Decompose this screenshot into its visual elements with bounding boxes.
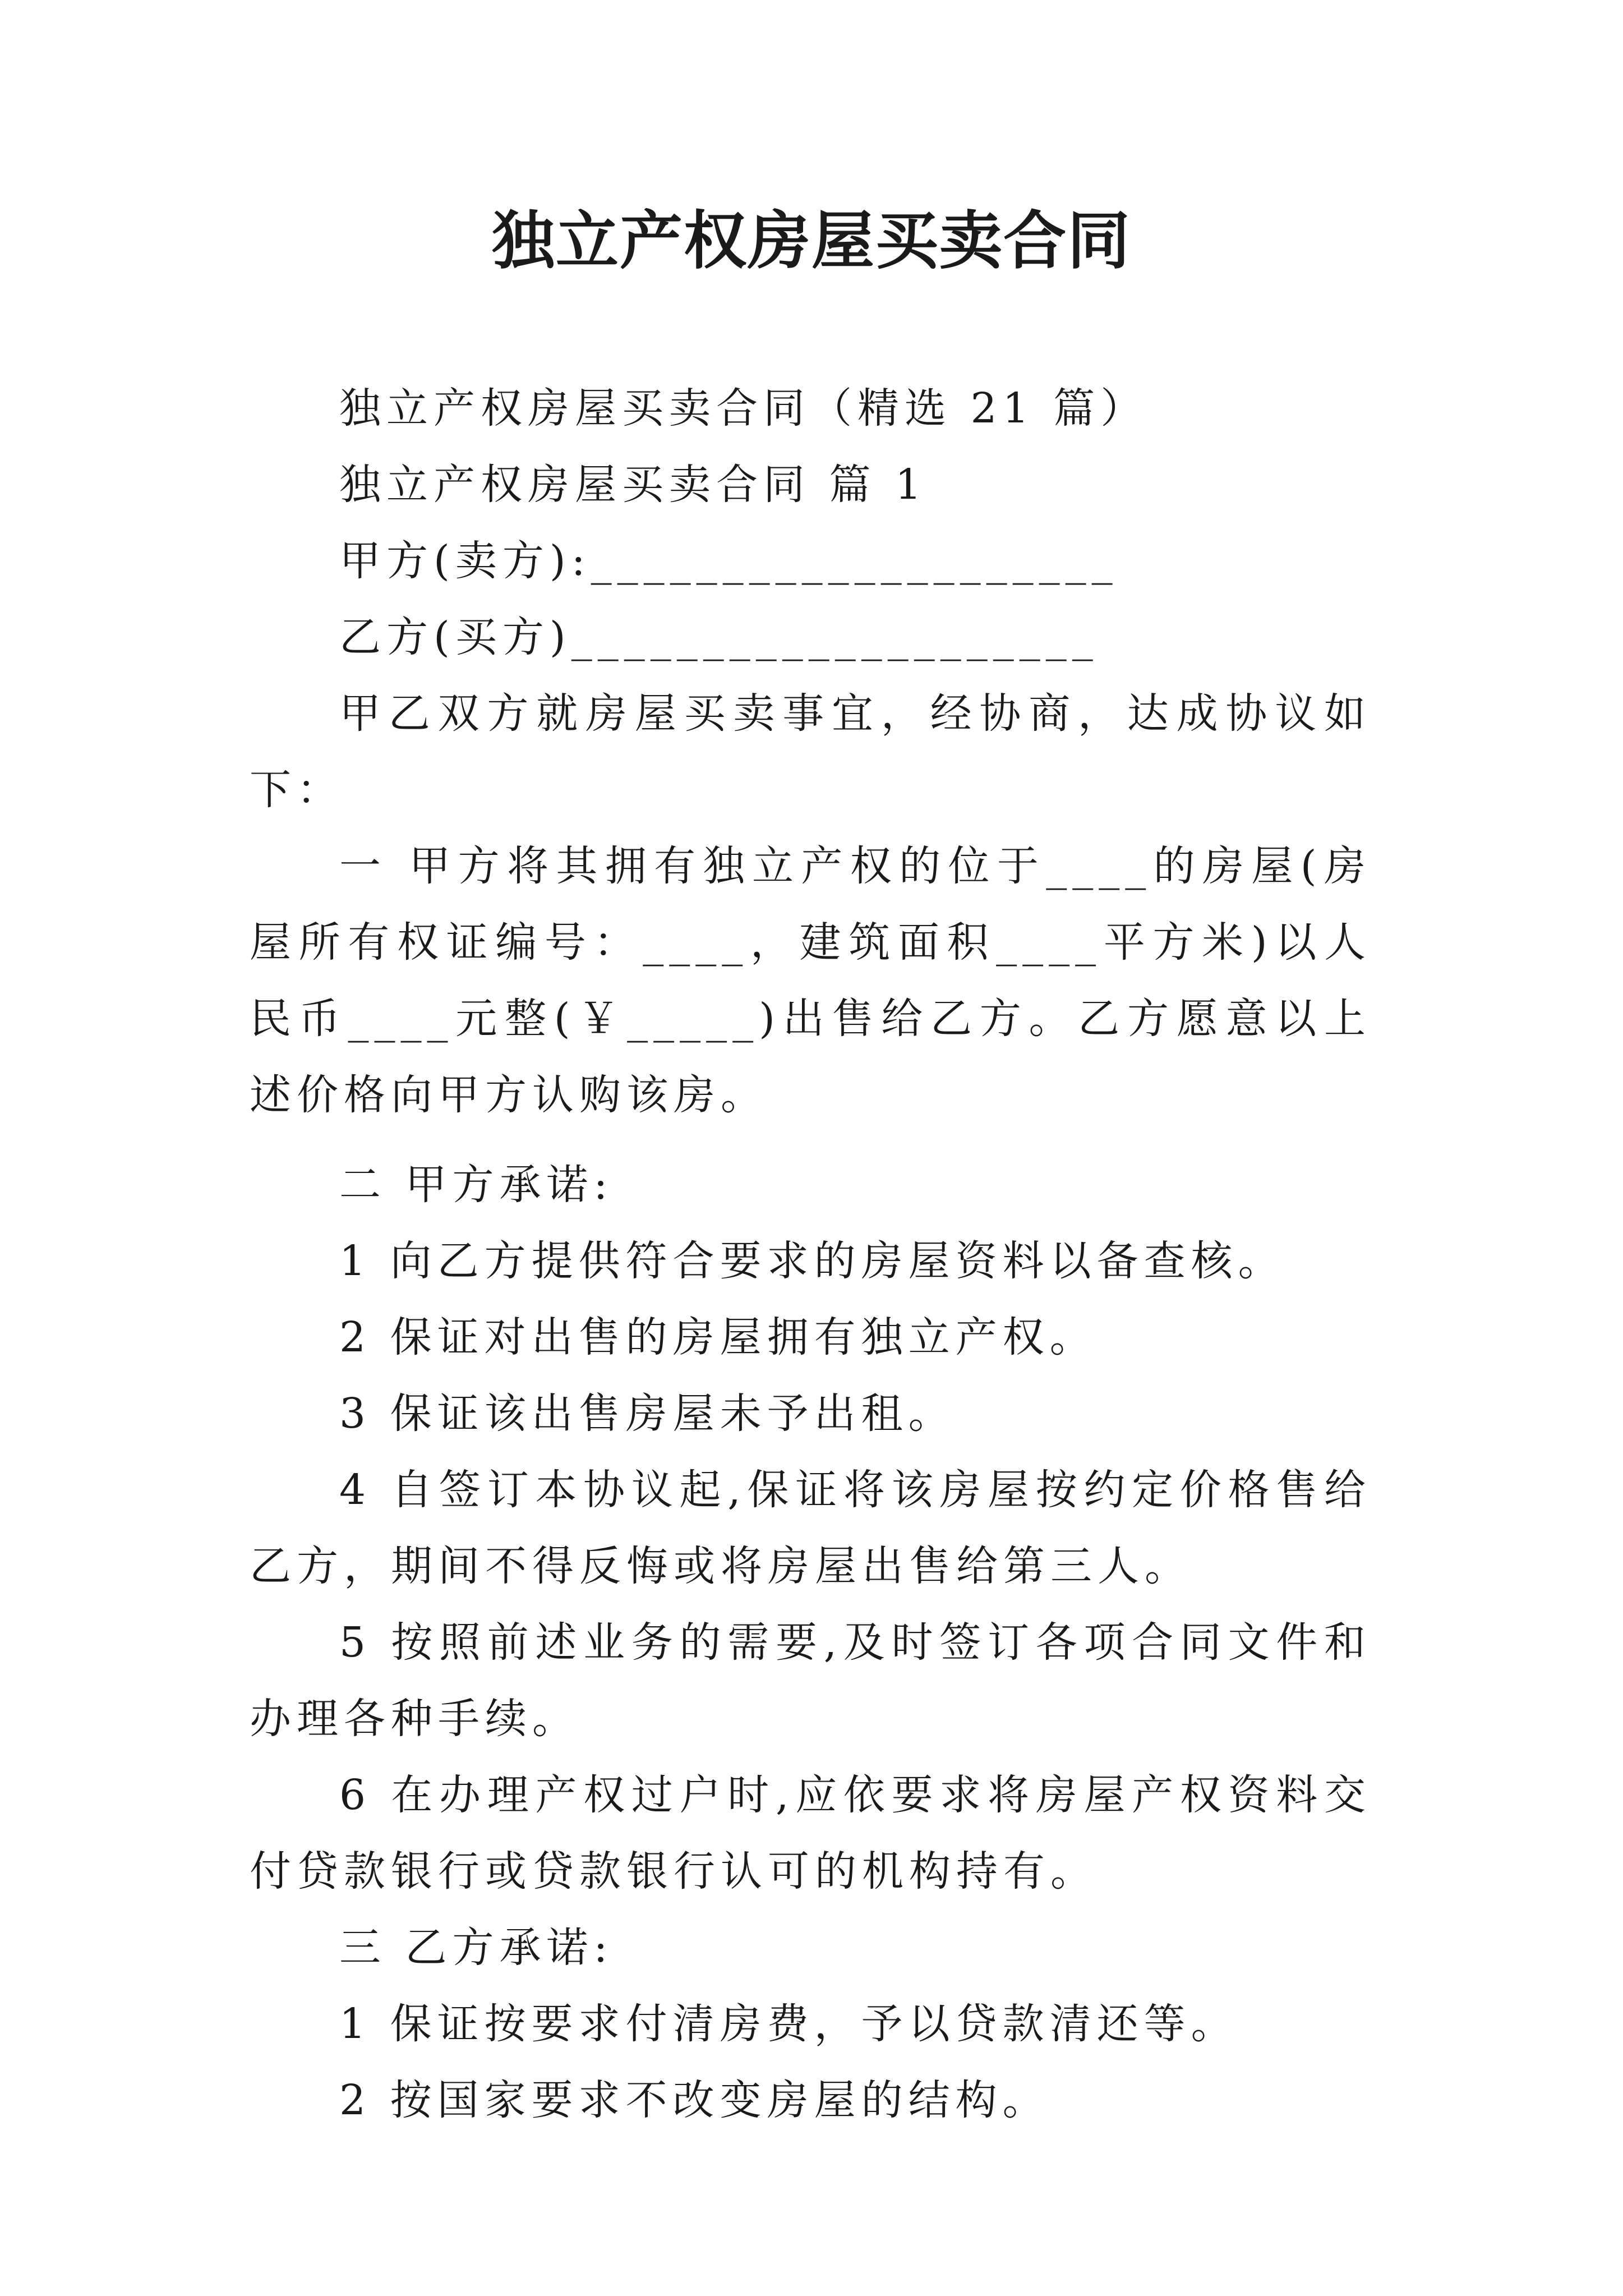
paragraph-clause-2-item-4: 4 自签订本协议起,保证将该房屋按约定价格售给乙方，期间不得反悔或将房屋出售给第三人。 xyxy=(250,1466,1371,1590)
paragraph-clause-1: 一 甲方将其拥有独立产权的位于____的房屋(房屋所有权证编号：____，建筑面积____平方米)以人民币____元整(￥_____)出售给乙方。乙方愿意以上述价格向甲方认购该房。 xyxy=(250,842,1371,1119)
document-body xyxy=(250,370,1371,2138)
paragraph-clause-3-item-1: 1 保证按要求付清房费，予以贷款清还等。 xyxy=(339,2000,1238,2048)
paragraph-clause-2-item-3: 3 保证该出售房屋未予出租。 xyxy=(339,1389,956,1438)
paragraph-subtitle: 独立产权房屋买卖合同（精选 21 篇） xyxy=(339,384,1148,432)
paragraph-clause-2-item-2: 2 保证对出售的房屋拥有独立产权。 xyxy=(339,1313,1097,1361)
paragraph-clause-2-heading: 二 甲方承诺: xyxy=(339,1161,614,1209)
paragraph-section-heading: 独立产权房屋买卖合同 篇 1 xyxy=(339,461,928,509)
paragraph-agreement-intro: 甲乙双方就房屋买卖事宜，经协商，达成协议如下： xyxy=(250,689,1371,814)
paragraph-party-a: 甲方(卖方):____________________ xyxy=(339,537,1118,585)
paragraph-clause-2-item-5: 5 按照前述业务的需要,及时签订各项合同文件和办理各种手续。 xyxy=(250,1618,1371,1743)
paragraph-clause-2-item-6: 6 在办理产权过户时,应依要求将房屋产权资料交付贷款银行或贷款银行认可的机构持有。 xyxy=(250,1771,1371,1895)
paragraph-clause-3-item-2: 2 按国家要求不改变房屋的结构。 xyxy=(339,2076,1050,2124)
paragraph-clause-3-heading: 三 乙方承诺: xyxy=(339,1924,614,1972)
paragraph-clause-2-item-1: 1 向乙方提供符合要求的房屋资料以备查核。 xyxy=(339,1237,1285,1285)
document-title: 独立产权房屋买卖合同 xyxy=(492,204,1131,278)
paragraph-party-b: 乙方(买方)____________________ xyxy=(339,613,1099,661)
